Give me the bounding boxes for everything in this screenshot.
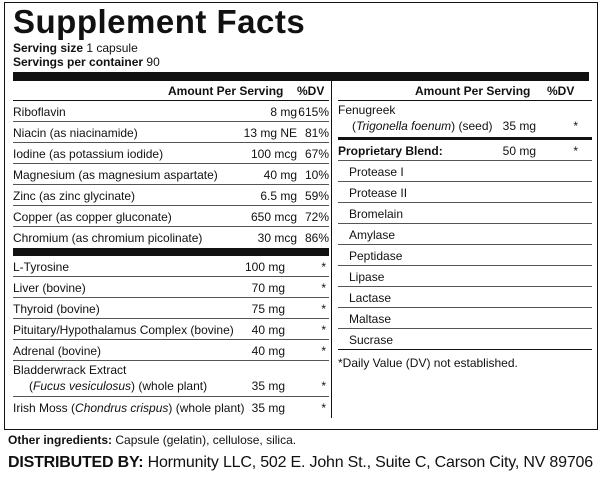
- right-header-amount: Amount Per Serving: [415, 84, 531, 98]
- blend-item: [338, 224, 592, 245]
- blend-item-name: Sucrase: [349, 333, 394, 347]
- row-dv: 59%: [304, 189, 329, 203]
- blend-item-name: Lipase: [349, 270, 385, 284]
- row-name: L-Tyrosine: [13, 260, 70, 274]
- servings-label: Servings per container: [13, 55, 144, 69]
- row-dv: *: [573, 119, 578, 133]
- row-name: Bladderwrack Extract: [13, 363, 127, 377]
- facts-columns: [13, 81, 589, 416]
- left-table: [13, 81, 329, 418]
- row-amount: 70 mg: [251, 281, 285, 295]
- right-table: [338, 81, 592, 370]
- other-ingredients-value: Capsule (gelatin), cellulose, silica.: [115, 433, 297, 447]
- row-dv: *: [321, 260, 326, 274]
- table-row: [13, 277, 329, 298]
- row-amount: 35 mg: [502, 119, 536, 133]
- row-name: Pituitary/Hypothalamus Complex (bovine): [13, 323, 234, 337]
- row-amount: 40 mg: [263, 168, 297, 182]
- blend-item-name: Protease I: [349, 165, 404, 179]
- row-amount: 35 mg: [251, 401, 285, 415]
- supplement-facts-panel: [4, 2, 598, 430]
- row-amount: 650 mcg: [250, 210, 297, 224]
- blend-item: [338, 161, 592, 182]
- blend-item: [338, 329, 592, 350]
- panel-title: Supplement Facts: [13, 3, 306, 40]
- blend-item-name: Bromelain: [349, 207, 404, 221]
- serving-size: [13, 41, 589, 55]
- table-row-proprietary-blend: [338, 140, 592, 161]
- other-ingredients: [8, 433, 296, 447]
- row-latin: (Fucus vesiculosus) (whole plant): [29, 379, 208, 393]
- row-name: Adrenal (bovine): [13, 344, 102, 358]
- table-row: [13, 164, 329, 185]
- blend-item: [338, 203, 592, 224]
- right-header-dv: %DV: [547, 84, 575, 98]
- blend-item: [338, 287, 592, 308]
- left-header-amount: Amount Per Serving: [168, 84, 284, 98]
- table-row: [13, 227, 329, 248]
- serving-size-value: 1 capsule: [86, 41, 138, 55]
- distributed-value: Hormunity LLC, 502 E. John St., Suite C, Carson City, NV 89706: [147, 454, 593, 471]
- blend-item: [338, 182, 592, 203]
- row-dv: 72%: [304, 210, 329, 224]
- row-dv: *: [321, 281, 326, 295]
- row-amount: 6.5 mg: [260, 189, 297, 203]
- blend-item-name: Maltase: [349, 312, 392, 326]
- row-amount: 100 mg: [244, 260, 285, 274]
- row-name: Iodine (as potassium iodide): [13, 147, 164, 161]
- row-dv: *: [321, 401, 326, 415]
- table-row-irish-moss: [13, 397, 329, 418]
- serving-size-label: Serving size: [13, 41, 84, 55]
- row-name: Chromium (as chromium picolinate): [13, 231, 203, 245]
- blend-item: [338, 308, 592, 329]
- row-dv: *: [321, 323, 326, 337]
- row-dv: 67%: [304, 147, 329, 161]
- left-mid-bar: [13, 248, 329, 256]
- row-dv: 81%: [304, 126, 329, 140]
- row-name: Niacin (as niacinamide): [13, 126, 138, 140]
- table-row: [13, 101, 329, 122]
- row-name: Zinc (as zinc glycinate): [13, 189, 136, 203]
- row-amount: 40 mg: [251, 344, 285, 358]
- table-row-fenugreek: [338, 101, 592, 137]
- row-amount: 100 mcg: [250, 147, 297, 161]
- row-amount: 30 mcg: [257, 231, 297, 245]
- table-row: [13, 298, 329, 319]
- row-amount: 75 mg: [251, 302, 285, 316]
- dv-footnote: *Daily Value (DV) not established.: [338, 356, 518, 370]
- row-dv: 615%: [298, 105, 329, 119]
- row-name: Magnesium (as magnesium aspartate): [13, 168, 218, 182]
- row-dv: *: [321, 344, 326, 358]
- distributed-label: DISTRIBUTED BY:: [8, 454, 144, 471]
- blend-item-name: Protease II: [349, 186, 408, 200]
- blend-item-name: Amylase: [349, 228, 396, 242]
- blend-item: [338, 266, 592, 287]
- row-amount: 8 mg: [270, 105, 297, 119]
- row-amount: 13 mg NE: [243, 126, 297, 140]
- left-table-header: [13, 81, 329, 101]
- row-name: Proprietary Blend:: [338, 144, 443, 158]
- blend-item: [338, 245, 592, 266]
- row-latin: (Trigonella foenum) (seed): [352, 119, 493, 133]
- row-name: Copper (as copper gluconate): [13, 210, 172, 224]
- blend-item-name: Lactase: [349, 291, 392, 305]
- table-row: [13, 185, 329, 206]
- table-row: [13, 206, 329, 227]
- row-dv: 10%: [304, 168, 329, 182]
- table-row: [13, 340, 329, 361]
- row-amount: 40 mg: [251, 323, 285, 337]
- row-name: Liver (bovine): [13, 281, 86, 295]
- row-dv: 86%: [304, 231, 329, 245]
- row-name: Thyroid (bovine): [13, 302, 100, 316]
- top-thick-bar: [13, 72, 589, 81]
- left-header-dv: %DV: [297, 84, 325, 98]
- row-dv: *: [321, 302, 326, 316]
- row-amount: 35 mg: [251, 379, 285, 393]
- table-row-bladderwrack: [13, 361, 329, 397]
- table-row: [13, 319, 329, 340]
- row-dv: *: [573, 144, 578, 158]
- other-ingredients-label: Other ingredients:: [8, 433, 113, 447]
- table-row: [13, 122, 329, 143]
- row-amount: 50 mg: [502, 144, 536, 158]
- row-name: Riboflavin: [13, 105, 66, 119]
- blend-item-name: Peptidase: [349, 249, 403, 263]
- row-name: Fenugreek: [338, 103, 396, 117]
- column-separator: [331, 72, 332, 418]
- right-table-header: [338, 81, 592, 101]
- table-row: [13, 143, 329, 164]
- servings-value: 90: [146, 55, 160, 69]
- servings-per-container: [13, 55, 589, 69]
- row-dv: *: [321, 379, 326, 393]
- distributed-by: [8, 454, 593, 472]
- row-name: Irish Moss (Chondrus crispus) (whole plant): [13, 401, 245, 415]
- table-row: [13, 256, 329, 277]
